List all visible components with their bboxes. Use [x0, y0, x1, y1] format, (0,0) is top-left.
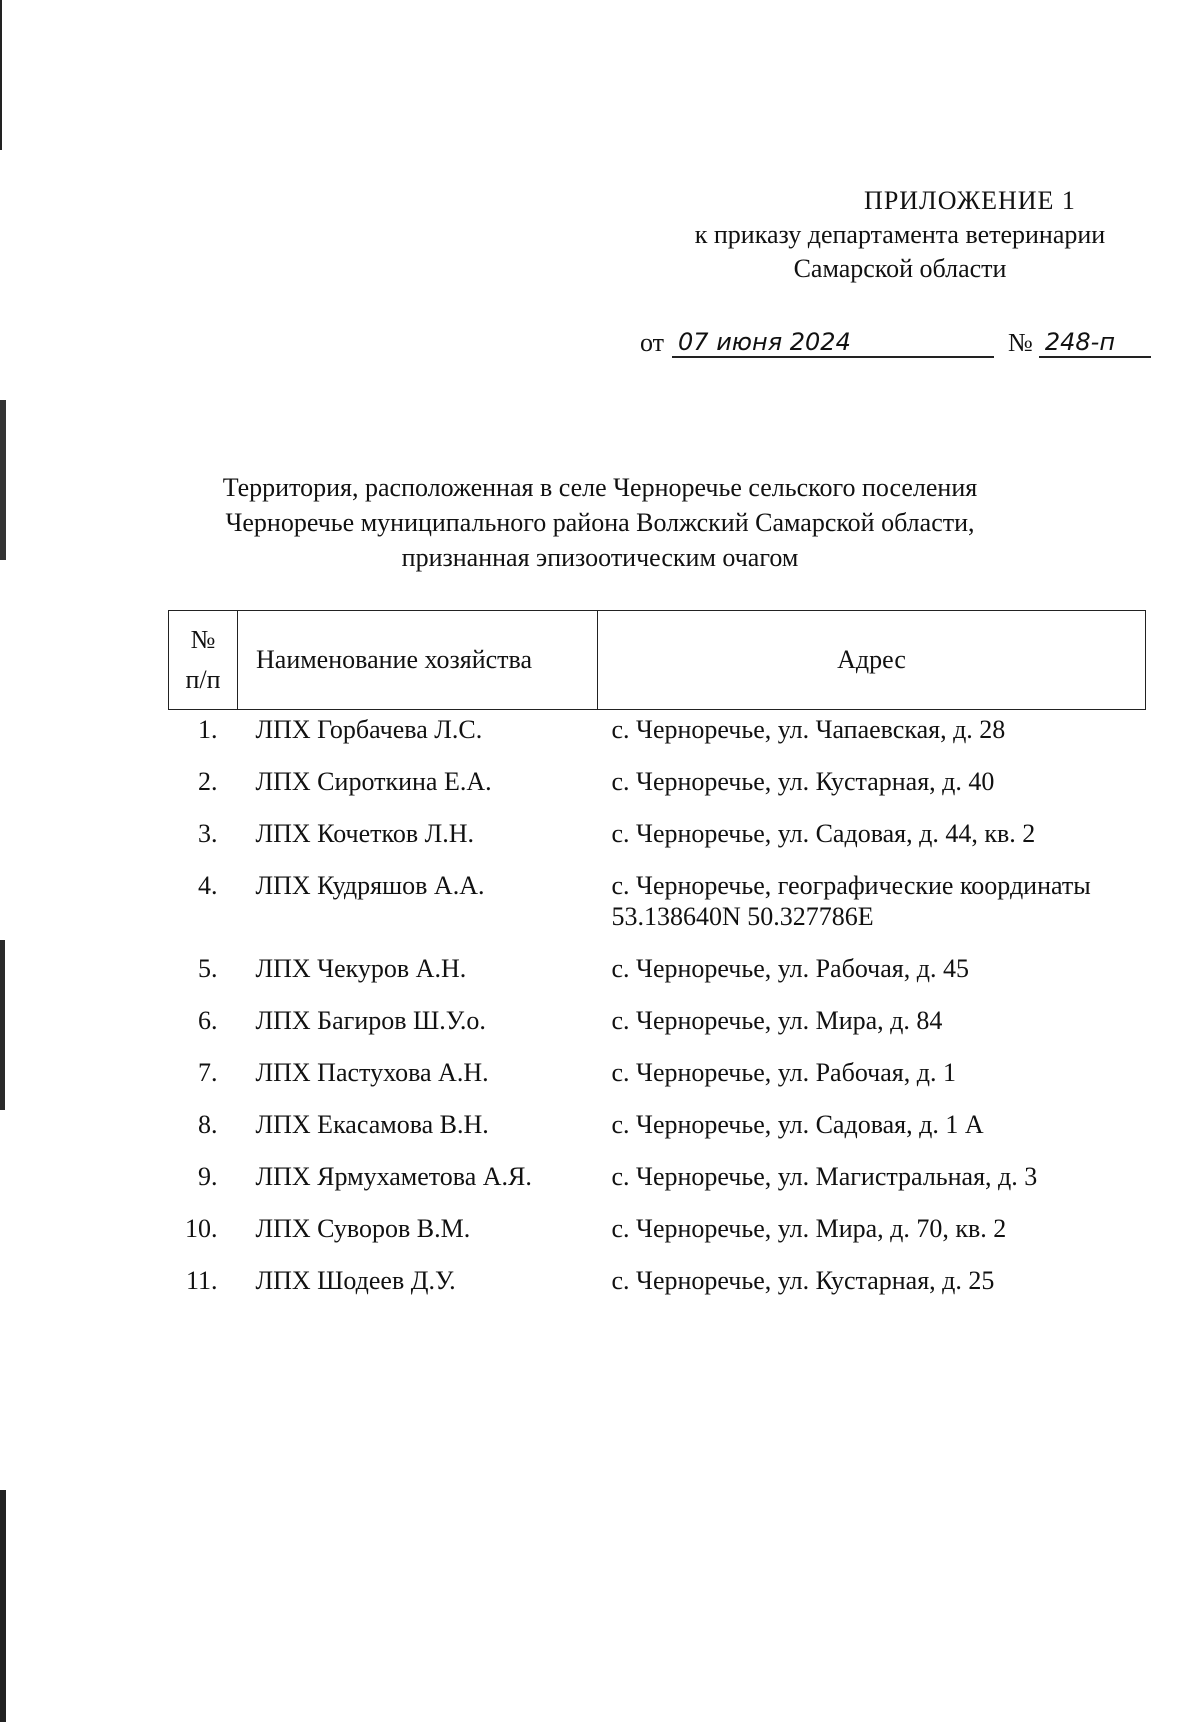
appendix-title: ПРИЛОЖЕНИЕ 1: [864, 186, 1076, 215]
table-row: [169, 756, 1146, 808]
scan-edge-mark: [0, 1490, 6, 1722]
row-number: 10.: [185, 1214, 218, 1243]
table-row: [169, 710, 1146, 757]
row-number: 11.: [185, 1266, 218, 1295]
row-farm-name: ЛПХ Шодеев Д.У.: [255, 1266, 456, 1295]
document-heading: [160, 470, 1040, 575]
header-number-sign: №: [190, 625, 216, 654]
header-address: Адрес: [598, 611, 1146, 710]
row-farm-name: ЛПХ Чекуров А.Н.: [255, 954, 467, 983]
row-number: 9.: [198, 1162, 218, 1191]
row-number: 3.: [198, 819, 218, 848]
row-address: с. Черноречье, ул. Садовая, д. 44, кв. 2: [611, 819, 1036, 848]
row-number: 8.: [198, 1110, 218, 1139]
header-number: [169, 611, 238, 710]
table-row: [169, 1047, 1146, 1099]
table-row: [169, 1255, 1146, 1307]
row-number: 4.: [198, 871, 218, 900]
row-address: с. Черноречье, ул. Мира, д. 84: [611, 1006, 943, 1035]
scan-edge-mark: [0, 940, 5, 1110]
row-farm-name: ЛПХ Екасамова В.Н.: [255, 1110, 489, 1139]
row-farm-name: ЛПХ Кочетков Л.Н.: [255, 819, 475, 848]
table-row: [169, 808, 1146, 860]
farms-table: [168, 610, 1146, 1307]
table-row: [169, 1151, 1146, 1203]
heading-line: Черноречье муниципального района Волжский Самарской области,: [225, 508, 975, 537]
order-from-label: от: [640, 328, 665, 357]
table-row: [169, 860, 1146, 943]
row-address: с. Черноречье, ул. Кустарная, д. 40: [611, 767, 995, 796]
appendix-subtitle-line: Самарской области: [793, 254, 1007, 283]
row-number: 1.: [198, 715, 218, 744]
row-number: 6.: [198, 1006, 218, 1035]
farms-table-grid: [168, 610, 1146, 1307]
row-address: с. Черноречье, ул. Рабочая, д. 45: [611, 954, 969, 983]
header-farm-name: Наименование хозяйства: [238, 611, 598, 710]
appendix-header: [660, 184, 1140, 286]
row-number: 7.: [198, 1058, 218, 1087]
order-date-handwritten: 07 июня 2024: [672, 328, 994, 358]
row-address: с. Черноречье, ул. Магистральная, д. 3: [611, 1162, 1038, 1191]
order-reference: [640, 328, 1151, 358]
heading-line: Территория, расположенная в селе Черноречье сельского поселения: [222, 473, 978, 502]
appendix-subtitle-line: к приказу департамента ветеринарии: [694, 220, 1106, 249]
heading-line: признанная эпизоотическим очагом: [401, 543, 799, 572]
row-farm-name: ЛПХ Ярмухаметова А.Я.: [255, 1162, 532, 1191]
order-number-handwritten: 248-п: [1039, 328, 1151, 358]
row-address: с. Черноречье, ул. Рабочая, д. 1: [611, 1058, 956, 1087]
order-number-label: №: [1008, 328, 1033, 357]
row-farm-name: ЛПХ Багиров Ш.У.о.: [255, 1006, 486, 1035]
table-header-row: [169, 611, 1146, 710]
row-farm-name: ЛПХ Кудряшов А.А.: [255, 871, 485, 900]
row-number: 5.: [198, 954, 218, 983]
scan-edge-mark: [0, 0, 2, 150]
row-address: с. Черноречье, ул. Чапаевская, д. 28: [611, 715, 1006, 744]
row-address: с. Черноречье, ул. Мира, д. 70, кв. 2: [611, 1214, 1007, 1243]
row-address: с. Черноречье, ул. Садовая, д. 1 А: [611, 1110, 984, 1139]
table-row: [169, 1203, 1146, 1255]
header-number-abbr: п/п: [185, 665, 221, 694]
scan-edge-mark: [0, 400, 6, 560]
row-address: с. Черноречье, ул. Кустарная, д. 25: [611, 1266, 995, 1295]
row-farm-name: ЛПХ Сироткина Е.А.: [255, 767, 492, 796]
table-row: [169, 995, 1146, 1047]
row-farm-name: ЛПХ Горбачева Л.С.: [255, 715, 483, 744]
table-row: [169, 943, 1146, 995]
table-row: [169, 1099, 1146, 1151]
row-farm-name: ЛПХ Пастухова А.Н.: [255, 1058, 489, 1087]
row-farm-name: ЛПХ Суворов В.М.: [255, 1214, 471, 1243]
row-number: 2.: [198, 767, 218, 796]
row-address: с. Черноречье, географические координаты 53.138640N 50.327786E: [611, 871, 1091, 931]
